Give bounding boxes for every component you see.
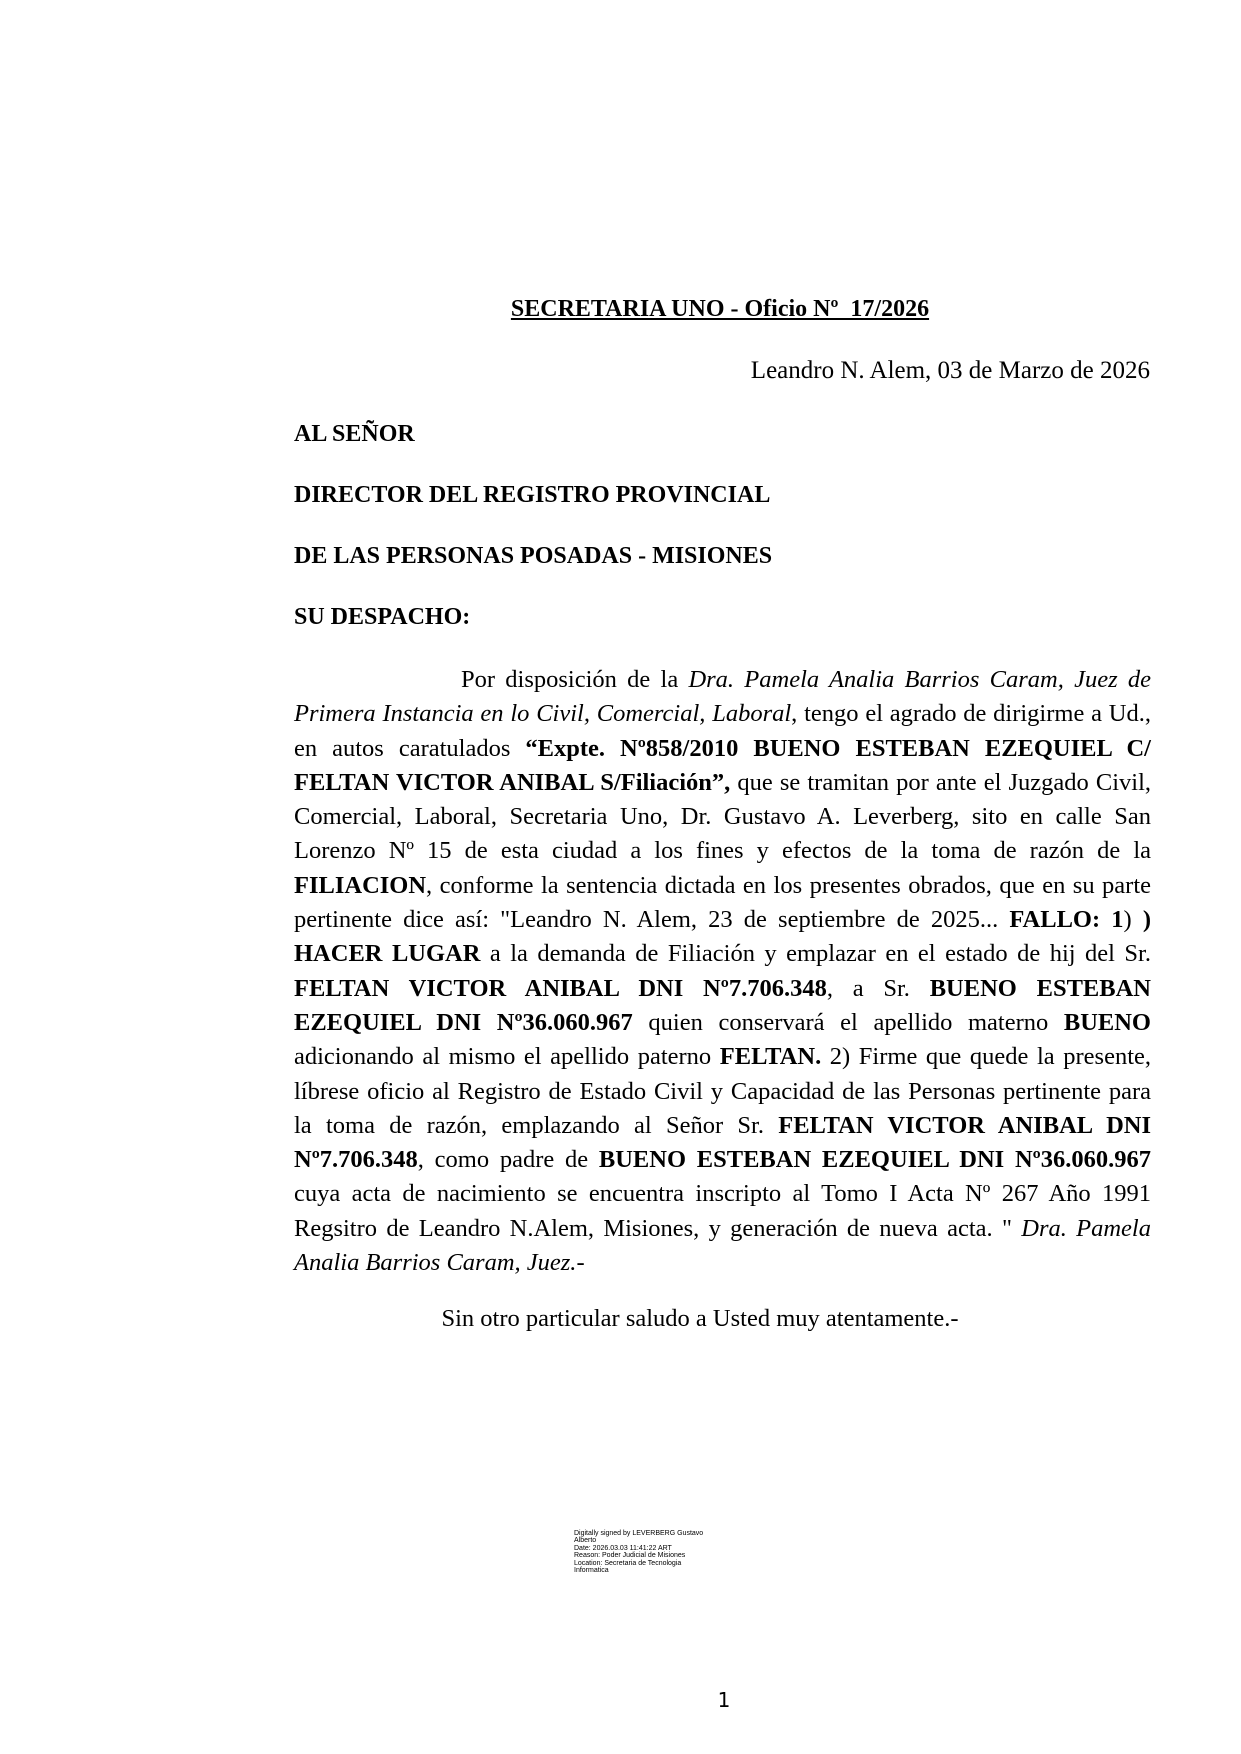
place-and-date: Leandro N. Alem, 03 de Marzo de 2026 xyxy=(750,357,1150,384)
body-text: cuya acta de nacimiento se encuentra inscripto al Tomo I Acta Nº 267 Año 1991 Regsitro de Leandro N.Alem, Misiones, y generación de nueva acta. " xyxy=(294,1180,1151,1242)
body-text: adicionando al mismo el apellido paterno xyxy=(294,1043,720,1071)
addressee-line: DE LAS PERSONAS POSADAS - MISIONES xyxy=(294,543,773,569)
body-paragraph xyxy=(294,663,1151,1280)
signature-line: Alberto xyxy=(574,1537,597,1545)
judge-signature-italic: Dra. Pamela Analia Barrios Caram, Juez. xyxy=(294,1214,1151,1277)
digital-signature-block xyxy=(574,1530,754,1574)
body-text: que se tramitan por ante el Juzgado Civil, Comercial, Laboral, Secretaria Uno, Dr. Gustavo A. Leverberg, sito en calle San Lorenzo Nº 15 de esta ciudad a los fines y efectos de la toma de razón de la xyxy=(294,768,1152,865)
body-text: , tengo el agrado de dirigirme a Ud., en autos caratulados xyxy=(294,700,1151,762)
bold-text: BUENO ESTEBAN EZEQUIEL DNI Nº36.060.967 xyxy=(598,1146,1151,1174)
bold-text: FELTAN VICTOR ANIBAL DNI Nº7.706.348 xyxy=(294,974,827,1002)
addressee-line: DIRECTOR DEL REGISTRO PROVINCIAL xyxy=(294,482,771,508)
body-text: , conforme la sentencia dictada en los presentes obrados, que en su parte pertinente dice así: "Leandro N. Alem, 23 de septiembre de 2025... xyxy=(294,871,1151,934)
closing-line: Sin otro particular saludo a Usted muy atentamente.- xyxy=(441,1305,959,1332)
body-text: , como padre de xyxy=(417,1146,599,1174)
body-text: , a Sr. xyxy=(826,974,930,1002)
signature-line: Digitally signed by LEVERBERG Gustavo xyxy=(574,1530,704,1537)
bold-text: FELTAN VICTOR ANIBAL DNI Nº7.706.348 xyxy=(294,1111,1151,1174)
signature-line: Reason: Poder Judicial de Misiones xyxy=(574,1552,686,1560)
bold-text: BUENO xyxy=(1063,1008,1151,1036)
signature-line: Date: 2026.03.03 11:41:22 ART xyxy=(574,1544,672,1552)
signature-line: Location: Secretaria de Tecnologia xyxy=(574,1559,682,1567)
bold-text: FELTAN. xyxy=(719,1043,822,1071)
body-text: Por disposición de la xyxy=(461,666,689,693)
bold-text: FALLO: 1 xyxy=(1009,906,1124,934)
signature-line: Informatica xyxy=(574,1567,609,1575)
addressee-line: AL SEÑOR xyxy=(294,421,415,447)
page-number: 1 xyxy=(717,1688,731,1712)
body-text: a la demanda de Filiación y emplazar en el estado de hij del Sr. xyxy=(480,940,1151,968)
bold-text: ) HACER LUGAR xyxy=(294,906,1151,968)
addressee-line: SU DESPACHO: xyxy=(294,604,471,630)
document-heading: SECRETARIA UNO - Oficio Nº 17/2026 xyxy=(510,296,930,322)
judge-name-italic: Dra. Pamela Analia Barrios Caram, Juez de Primera Instancia en lo Civil, Comercial, Laboral xyxy=(294,666,1151,728)
body-text: 2) Firme que quede la presente, líbrese oficio al Registro de Estado Civil y Capacidad de las Personas pertinente para la toma de razón, emplazando al Señor Sr. xyxy=(294,1043,1152,1139)
body-text: - xyxy=(576,1249,585,1277)
bold-text: FILIACION xyxy=(294,871,427,899)
bold-text: BUENO ESTEBAN EZEQUIEL DNI Nº36.060.967 xyxy=(294,974,1151,1036)
body-text: ) xyxy=(1123,906,1143,934)
case-title: “Expte. Nº858/2010 BUENO ESTEBAN EZEQUIEL C/ FELTAN VICTOR ANIBAL S/Filiación”, xyxy=(294,734,1151,796)
body-text: quien conservará el apellido materno xyxy=(632,1008,1064,1036)
